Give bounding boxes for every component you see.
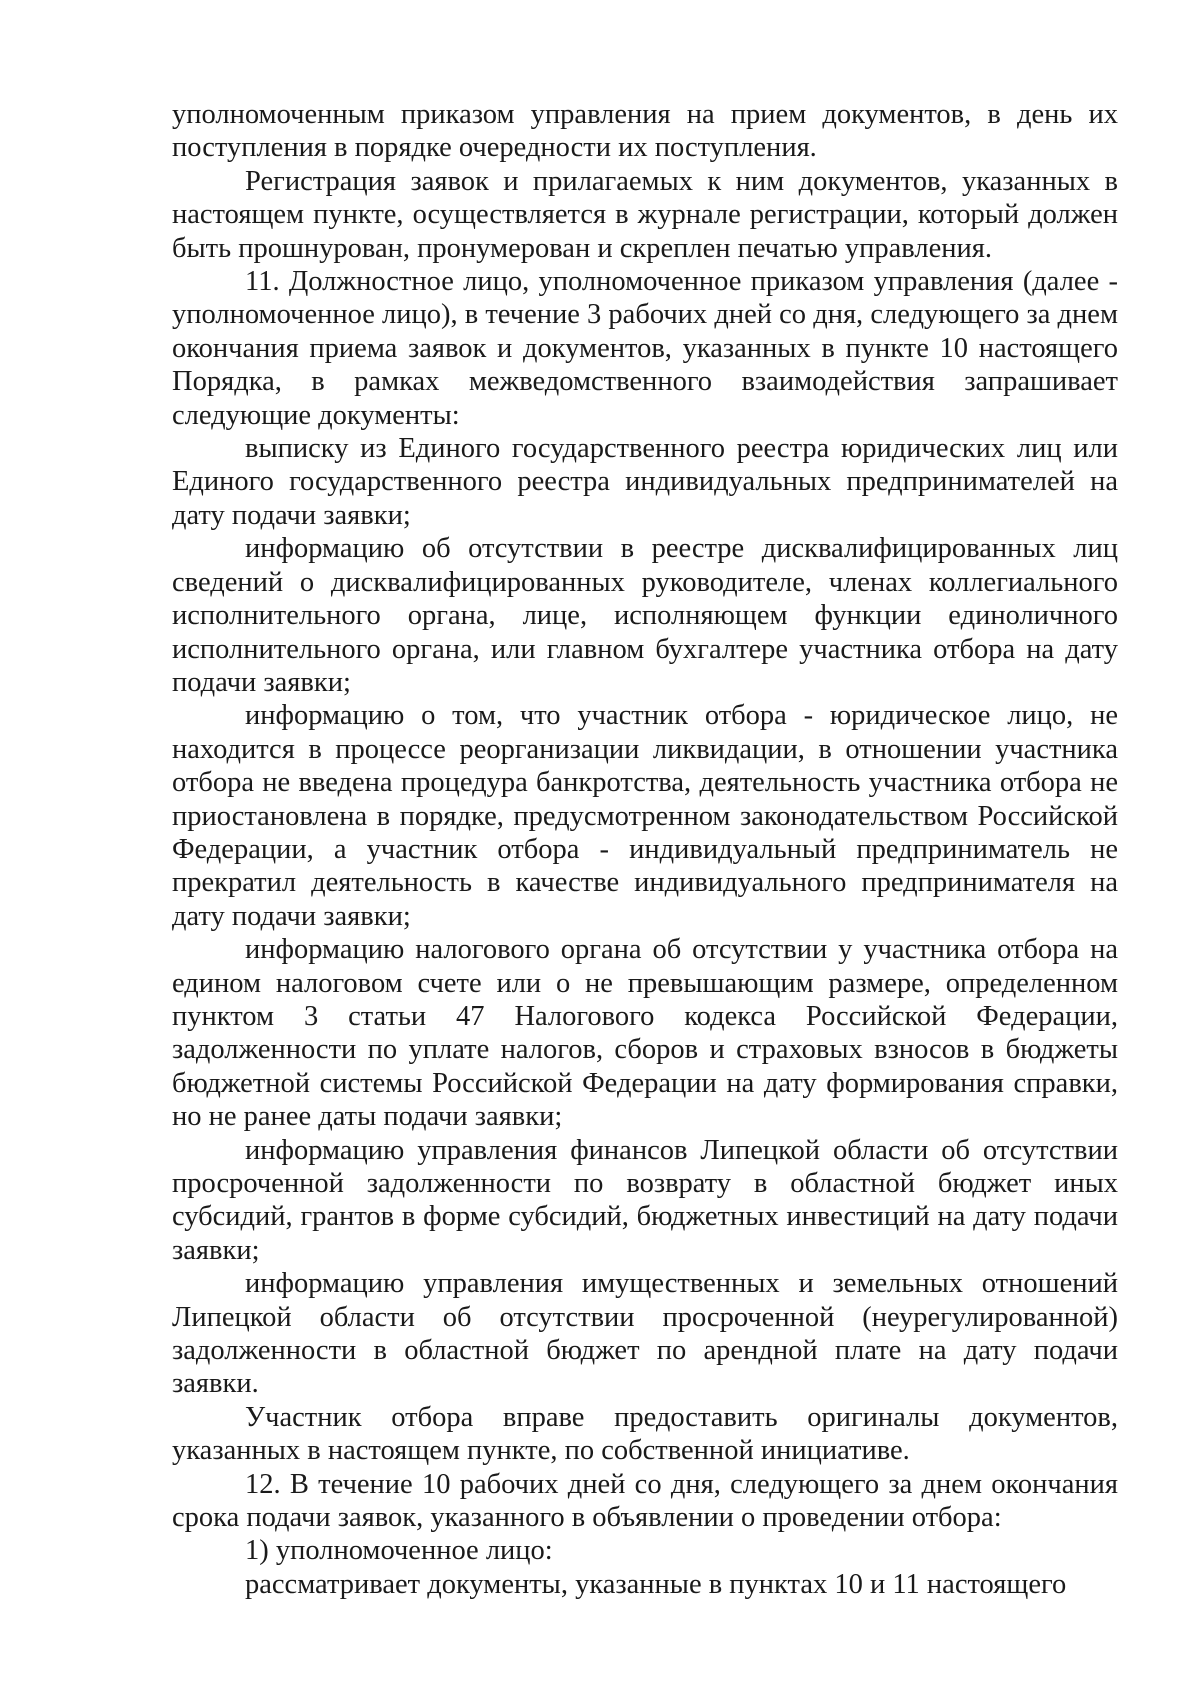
paragraph-2: Регистрация заявок и прилагаемых к ним документов, указанных в настоящем пункте, осуществляется в журнале регистрации, который должен быть прошнурован, пронумерован и скреплен печатью управления. — [172, 165, 1118, 264]
document-page — [172, 98, 1118, 1601]
paragraph-3: 11. Должностное лицо, уполномоченное приказом управления (далее - уполномоченное лицо), в течение 3 рабочих дней со дня, следующего за днем окончания приема заявок и документов, указанных в пункте 10 настоящего Порядка, в рамках межведомственного взаимодействия запрашивает следующие документы: — [172, 266, 1118, 431]
paragraph-5: информацию об отсутствии в реестре дисквалифицированных лиц сведений о дисквалифицированных руководителе, членах коллегиального исполнительного органа, лице, исполняющем функции единоличного исполнительного органа, или главном бухгалтере участника отбора на дату подачи заявки; — [172, 533, 1118, 698]
paragraph-8: информацию управления финансов Липецкой области об отсутствии просроченной задолженности по возврату в областной бюджет иных субсидий, грантов в форме субсидий, бюджетных инвестиций на дату подачи заявки; — [172, 1134, 1118, 1266]
paragraph-4: выписку из Единого государственного реестра юридических лиц или Единого государственного реестра индивидуальных предпринимателей на дату подачи заявки; — [172, 433, 1118, 531]
paragraph-10: Участник отбора вправе предоставить оригиналы документов, указанных в настоящем пункте, по собственной инициативе. — [172, 1401, 1118, 1467]
paragraph-6: информацию о том, что участник отбора - юридическое лицо, не находится в процессе реорганизации ликвидации, в отношении участника отбора не введена процедура банкротства, деятельность участника отбора не приостановлена в порядке, предусмотренном законодательством Российской Федерации, а участник отбора - индивидуальный предприниматель не прекратил деятельность в качестве индивидуального предпринимателя на дату подачи заявки; — [172, 700, 1118, 932]
paragraph-11: 12. В течение 10 рабочих дней со дня, следующего за днем окончания срока подачи заявок, указанного в объявлении о проведении отбора: — [172, 1468, 1118, 1534]
paragraph-1: уполномоченным приказом управления на прием документов, в день их поступления в порядке очередности их поступления. — [172, 99, 1118, 164]
paragraph-13: рассматривает документы, указанные в пунктах 10 и 11 настоящего — [245, 1568, 1067, 1600]
paragraph-7: информацию налогового органа об отсутствии у участника отбора на едином налоговом счете или о не превышающим размере, определенном пунктом 3 статьи 47 Налогового кодекса Российской Федерации, задолженности по уплате налогов, сборов и страховых взносов в бюджеты бюджетной системы Российской Федерации на дату формирования справки, но не ранее даты подачи заявки; — [172, 934, 1118, 1133]
paragraph-12: 1) уполномоченное лицо: — [245, 1535, 553, 1567]
paragraph-9: информацию управления имущественных и земельных отношений Липецкой области об отсутствии просроченной (неурегулированной) задолженности в областной бюджет по арендной плате на дату подачи заявки. — [172, 1268, 1118, 1400]
